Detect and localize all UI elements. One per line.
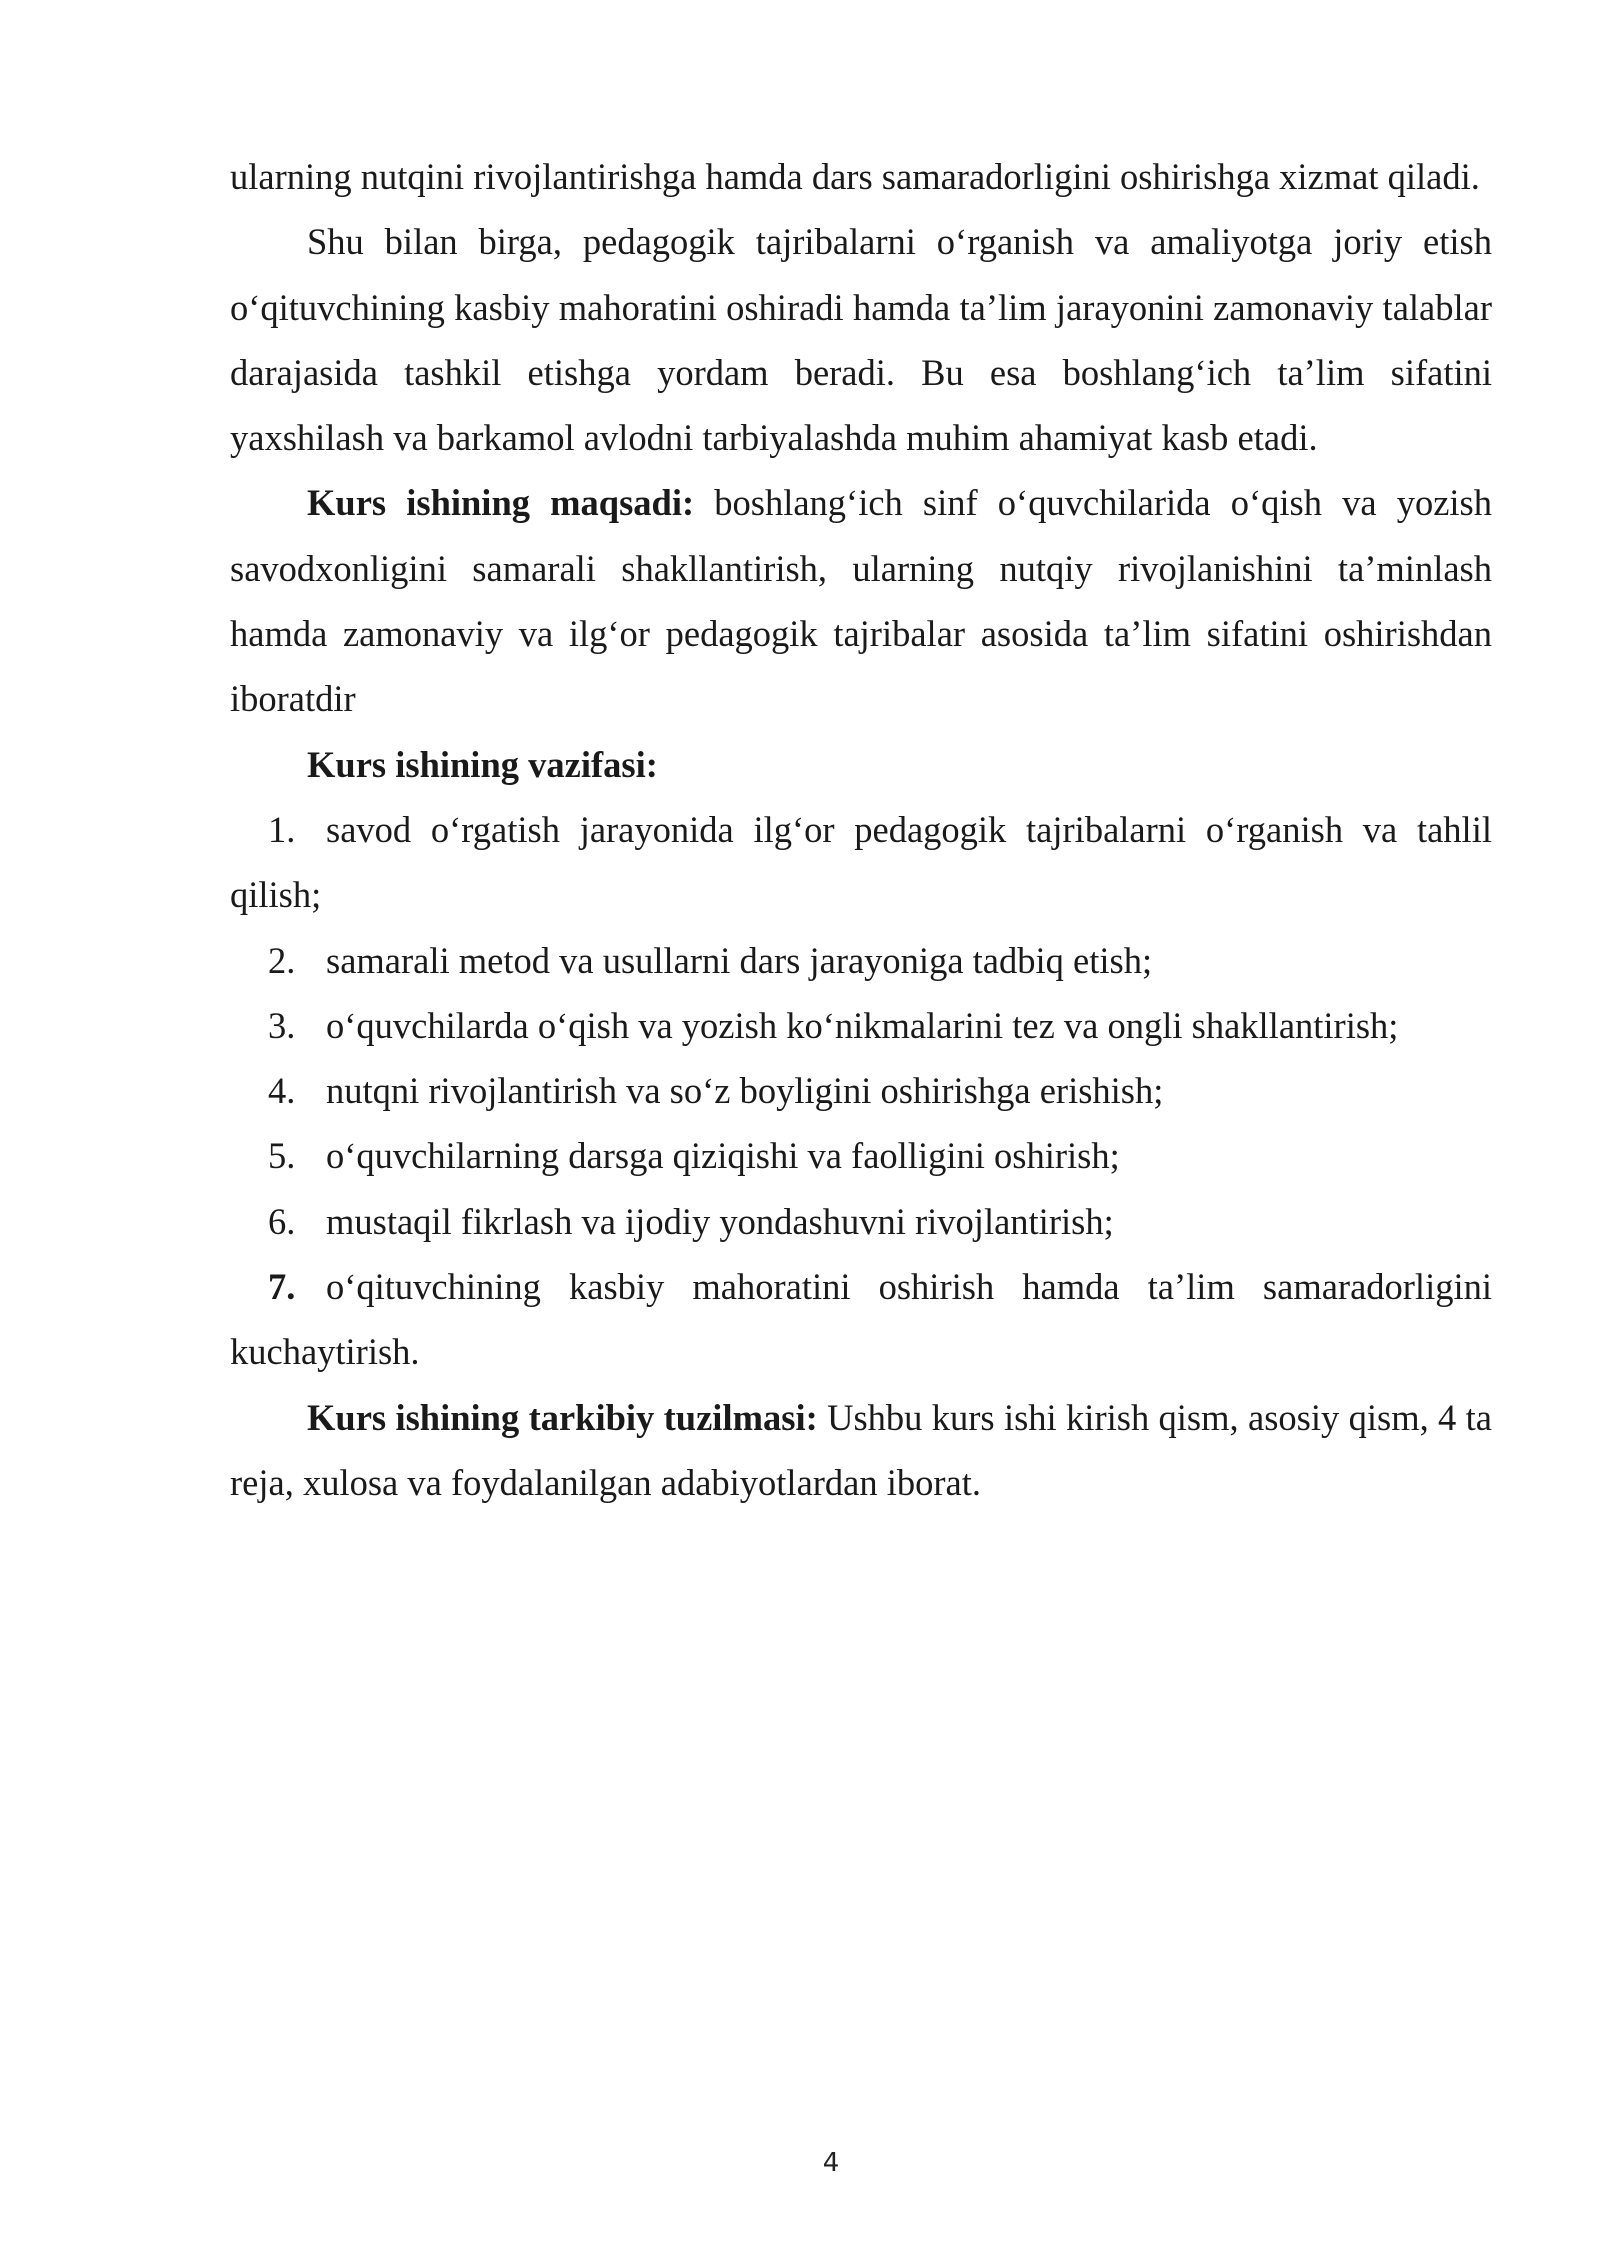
list-item (230, 1123, 1492, 1188)
list-item-text: o‘quvchilarning darsga qiziqishi va faolligini oshirish; (326, 1135, 1120, 1177)
list-item-number: 3. (268, 1004, 296, 1046)
list-item-text: savod o‘rgatish jarayonida ilg‘or pedagogik tajribalarni o‘rganish va tahlil qilish; (230, 808, 1492, 916)
list-item-text: samarali metod va usullarni dars jarayoniga tadbiq etish; (326, 939, 1153, 981)
list-item-text: o‘qituvchining kasbiy mahoratini oshirish hamda ta’lim samaradorligini kuchaytirish. (230, 1266, 1492, 1373)
list-item (230, 1254, 1492, 1385)
list-item (230, 797, 1492, 928)
list-item-text: o‘quvchilarda o‘qish va yozish ko‘nikmalarini tez va ongli shakllantirish; (326, 1004, 1399, 1046)
list-item-text: nutqni rivojlantirish va so‘z boyligini oshirishga erishish; (326, 1070, 1164, 1112)
list-item (230, 1058, 1492, 1123)
paragraph-structure (230, 1385, 1492, 1516)
list-item-number: 5. (268, 1135, 296, 1177)
paragraph-experience: Shu bilan birga, pedagogik tajribalarni o‘rganish va amaliyotga joriy etish o‘qituvchining kasbiy mahoratini oshiradi hamda ta’lim jarayonini zamonaviy talablar darajasida tashkil etishga yordam beradi. Bu esa boshlang‘ich ta’lim sifatini yaxshilash va barkamol avlodni tarbiyalashda muhim ahamiyat kasb etadi. (230, 221, 1492, 459)
list-item (230, 928, 1492, 993)
goal-label: Kurs ishining maqsadi: (307, 482, 695, 524)
paragraph-intro-end: ularning nutqini rivojlantirishga hamda dars samaradorligini oshirishga xizmat qiladi. (230, 156, 1480, 197)
page-number: 4 (822, 2148, 840, 2178)
list-item (230, 993, 1492, 1058)
page-body (230, 144, 1492, 1515)
list-item-number: 4. (268, 1070, 296, 1112)
list-item (230, 1189, 1492, 1254)
list-item-number: 6. (268, 1200, 296, 1242)
list-item-text: mustaqil fikrlash va ijodiy yondashuvni rivojlantirish; (326, 1200, 1114, 1242)
list-item-number: 7. (268, 1266, 296, 1308)
tasks-label: Kurs ishining vazifasi: (307, 743, 658, 785)
list-item-number: 2. (268, 939, 296, 981)
list-item-number: 1. (268, 808, 296, 850)
tasks-heading (230, 732, 1492, 797)
paragraph-goal (230, 470, 1492, 731)
goal-text: boshlang‘ich sinf o‘quvchilarida o‘qish va yozish savodxonligini samarali shakllantirish, ularning nutqiy rivojlanishini ta’minlash hamda zamonaviy va ilg‘or pedagogik tajribalar asosida ta’lim sifatini oshirishdan iboratdir (230, 482, 1492, 720)
structure-label: Kurs ishining tarkibiy tuzilmasi: (307, 1396, 818, 1438)
structure-text: Ushbu kurs ishi kirish qism, asosiy qism, 4 ta reja, xulosa va foydalanilgan adabiyotlardan iborat. (230, 1396, 1492, 1503)
